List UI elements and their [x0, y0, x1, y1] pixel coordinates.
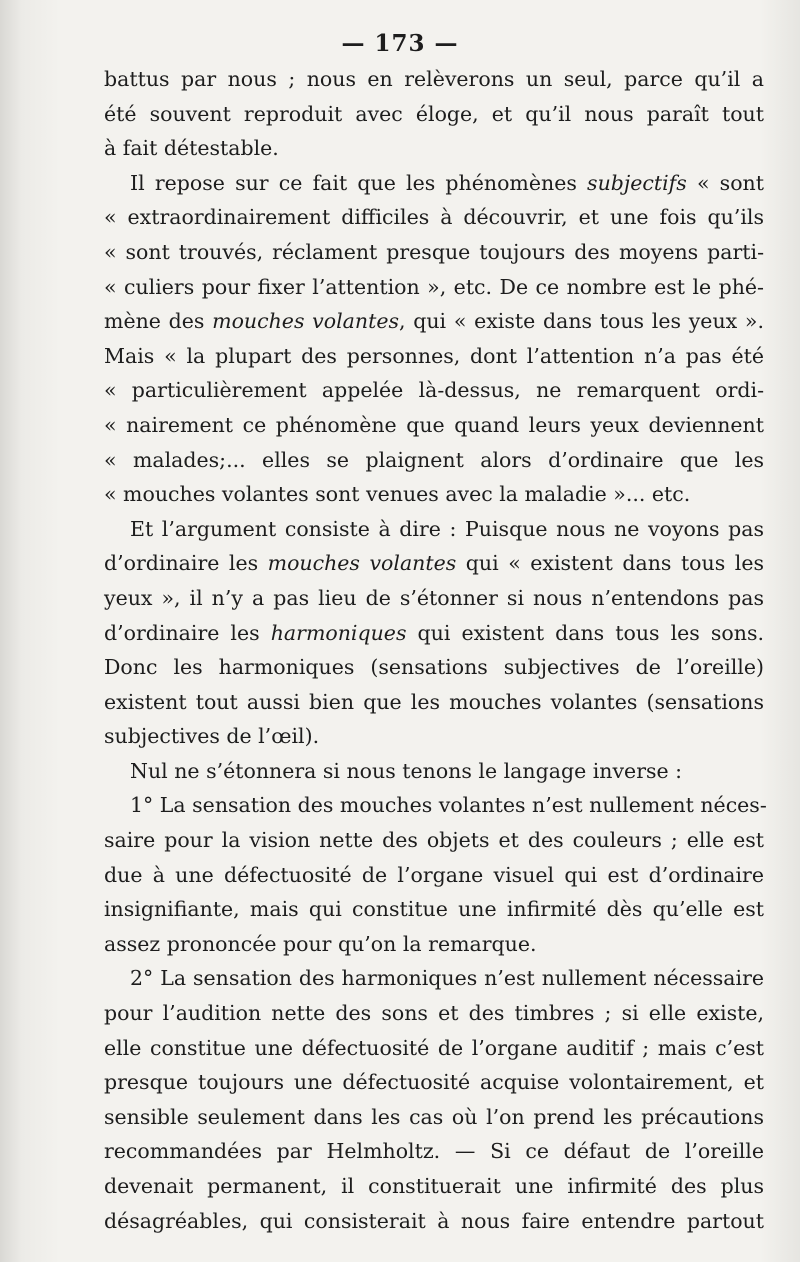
- text-line: « malades;... elles se plaignent alors d’ordinaire que les: [104, 447, 764, 472]
- text-line: yeux », il n’y a pas lieu de s’étonner si nous n’entendons pas: [104, 585, 764, 610]
- text-line: d’ordinaire les harmoniques qui existent dans tous les sons.: [104, 620, 764, 645]
- text-line: 1° La sensation des mouches volantes n’est nullement néces-: [130, 793, 767, 818]
- text-line: Nul ne s’étonnera si nous tenons le langage inverse :: [130, 758, 683, 783]
- text-line: recommandées par Helmholtz. — Si ce défaut de l’oreille: [104, 1139, 764, 1164]
- text-line: d’ordinaire les mouches volantes qui « existent dans tous les: [104, 551, 764, 576]
- text-line: été souvent reproduit avec éloge, et qu’il nous paraît tout: [104, 101, 764, 126]
- body-text: [104, 62, 767, 1238]
- text-line: devenait permanent, il constituerait une infirmité des plus: [104, 1174, 764, 1198]
- text-line: sensible seulement dans les cas où l’on prend les précautions: [104, 1104, 764, 1129]
- text-line: pour l’audition nette des sons et des timbres ; si elle existe,: [104, 1001, 764, 1026]
- text-line: « mouches volantes sont venues avec la maladie »... etc.: [104, 482, 691, 507]
- text-line: « sont trouvés, réclament presque toujours des moyens parti-: [104, 239, 764, 264]
- text-line: « culiers pour fixer l’attention », etc. De ce nombre est le phé-: [104, 274, 764, 299]
- text-line: existent tout aussi bien que les mouches volantes (sensations: [104, 689, 764, 714]
- text-line: Et l’argument consiste à dire : Puisque nous ne voyons pas: [130, 516, 764, 541]
- text-line: Mais « la plupart des personnes, dont l’attention n’a pas été: [104, 343, 764, 368]
- text-line: Il repose sur ce fait que les phénomènes subjectifs « sont: [130, 170, 764, 195]
- text-line: mène des mouches volantes, qui « existe dans tous les yeux ».: [104, 309, 764, 334]
- text-line: « nairement ce phénomène que quand leurs yeux deviennent: [104, 412, 764, 437]
- text-line: elle constitue une défectuosité de l’organe auditif ; mais c’est: [104, 1035, 764, 1060]
- text-line: désagréables, qui consisterait à nous faire entendre partout: [104, 1208, 764, 1233]
- page-number: — 173 —: [341, 30, 459, 57]
- text-line: saire pour la vision nette des objets et des couleurs ; elle est: [104, 828, 764, 853]
- text-line: à fait détestable.: [104, 136, 279, 161]
- text-line: assez prononcée pour qu’on la remarque.: [104, 931, 537, 956]
- text-line: insignifiante, mais qui constitue une infirmité dès qu’elle est: [104, 897, 764, 922]
- text-line: due à une défectuosité de l’organe visuel qui est d’ordinaire: [104, 862, 764, 887]
- text-line: Donc les harmoniques (sensations subjectives de l’oreille): [104, 655, 764, 680]
- text-line: 2° La sensation des harmoniques n’est nullement nécessaire: [130, 966, 764, 991]
- text-line: presque toujours une défectuosité acquise volontairement, et: [104, 1070, 764, 1095]
- text-line: battus par nous ; nous en relèverons un seul, parce qu’il a: [104, 67, 764, 91]
- text-line: subjectives de l’œil).: [104, 724, 320, 749]
- text-line: « extraordinairement difficiles à découvrir, et une fois qu’ils: [104, 205, 764, 230]
- text-line: « particulièrement appelée là-dessus, ne remarquent ordi-: [104, 378, 764, 403]
